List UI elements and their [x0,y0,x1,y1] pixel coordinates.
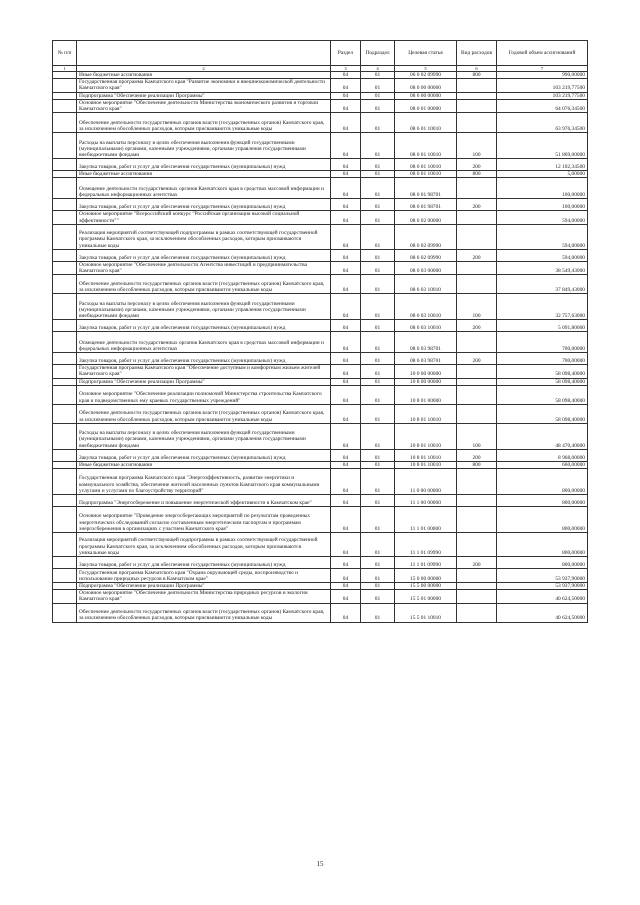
table-row [53,583,588,590]
row-exptype [457,99,497,112]
table-row [53,449,588,461]
row-name: Основное мероприятие "Обеспечение деятельности Агентства инвестиций и предпринимательства Камчатского края" [77,261,331,274]
row-section: 04 [331,385,361,404]
row-exptype: 800 [457,461,497,468]
row-exptype: 200 [457,557,497,569]
row-section: 04 [331,275,361,294]
table-row [53,603,588,622]
row-target: 11 1 01 00000 [395,507,457,533]
row-name: Подпрограмма "Обеспечение реализации Программы" [77,583,331,590]
row-name: Обеспечение деятельности государственных органов власти (государственных органов) Камчатского края, за исключением обособленных расходов, которым присваиваются уникальные коды [77,113,331,133]
row-target: 15 5 01 10010 [395,603,457,622]
row-section: 04 [331,557,361,569]
row-subsection: 01 [361,378,395,385]
row-amount: 40 624,50000 [497,603,588,622]
row-num [53,79,77,92]
row-section: 04 [331,79,361,92]
row-num [53,469,77,495]
row-amount: 800,00000 [497,507,588,533]
row-target: 08 6 02 09990 [395,249,457,261]
row-section: 04 [331,224,361,249]
row-amount: 990,00000 [497,72,588,79]
row-section: 04 [331,590,361,603]
row-target: 08 6 01 98701 [395,178,457,199]
row-subsection: 01 [361,461,395,468]
row-exptype [457,378,497,385]
row-amount: 100,00000 [497,178,588,199]
row-target: 08 6 01 98701 [395,199,457,211]
row-amount: 32 757,63000 [497,294,588,320]
row-name: Иные бюджетные ассигнования [77,72,331,79]
row-section: 04 [331,353,361,365]
row-exptype [457,275,497,294]
row-target: 08 6 01 00000 [395,99,457,112]
row-target: 10 8 01 10010 [395,449,457,461]
row-target: 08 6 01 10010 [395,171,457,178]
row-target: 10 8 01 10010 [395,461,457,468]
table-row [53,320,588,332]
row-name: Освещение деятельности государственных органов Камчатского края в средствах массовой информации и федеральных информационных агентствах [77,332,331,353]
row-target: 08 6 03 10010 [395,294,457,320]
row-target: 08 6 02 09990 [395,224,457,249]
budget-table-sheet [52,40,587,623]
row-subsection: 01 [361,113,395,133]
row-subsection: 01 [361,495,395,507]
row-exptype [457,590,497,603]
row-num [53,211,77,224]
row-amount: 800,00000 [497,533,588,557]
row-num [53,404,77,423]
row-target: 10 8 01 10010 [395,423,457,449]
row-target: 08 0 00 00000 [395,79,457,92]
row-target: 08 6 03 98701 [395,332,457,353]
budget-table [52,40,588,623]
row-section: 04 [331,199,361,211]
row-exptype: 200 [457,320,497,332]
row-name: Расходы на выплаты персоналу в целях обеспечения выполнения функций государственными (муниципальными) органами, казенными учреждениями, органами управления государственными внебюджетными фондами [77,294,331,320]
row-exptype: 200 [457,353,497,365]
row-amount: 800,00000 [497,469,588,495]
row-num [53,99,77,112]
row-num [53,171,77,178]
row-subsection: 01 [361,590,395,603]
header-volume: Годовой объем ассигнований [497,41,588,66]
row-subsection: 01 [361,353,395,365]
table-row [53,423,588,449]
header-subsection: Подраздел [361,41,395,66]
row-amount: 58 098,40000 [497,404,588,423]
table-row [53,92,588,99]
row-target: 15 5 00 00000 [395,583,457,590]
row-subsection: 01 [361,449,395,461]
row-subsection: 01 [361,294,395,320]
row-target: 10 0 00 00000 [395,365,457,378]
row-amount: 594,00000 [497,224,588,249]
row-num [53,261,77,274]
row-subsection: 01 [361,178,395,199]
row-subsection: 01 [361,224,395,249]
row-amount: 64 076,34500 [497,99,588,112]
row-amount: 5 091,80000 [497,320,588,332]
row-num [53,590,77,603]
row-exptype [457,79,497,92]
row-amount: 700,00000 [497,332,588,353]
table-row [53,178,588,199]
row-subsection: 01 [361,404,395,423]
row-name: Иные бюджетные ассигнования [77,171,331,178]
row-exptype [457,495,497,507]
row-subsection: 01 [361,171,395,178]
row-exptype: 800 [457,72,497,79]
row-exptype [457,332,497,353]
row-name: Закупка товаров, работ и услуг для обеспечения государственных (муниципальных) нужд [77,199,331,211]
row-amount: 63 976,34500 [497,113,588,133]
row-target: 11 0 00 00000 [395,469,457,495]
index-cell: 2 [77,66,331,72]
row-subsection: 01 [361,211,395,224]
table-row [53,495,588,507]
row-num [53,365,77,378]
row-subsection: 01 [361,365,395,378]
row-exptype [457,507,497,533]
row-num [53,378,77,385]
row-amount: 58 098,40000 [497,378,588,385]
row-subsection: 01 [361,583,395,590]
row-name: Подпрограмма "Энергосбережение и повышение энергетической эффективности в Камчатском крае" [77,495,331,507]
row-name: Обеспечение деятельности государственных органов власти (государственных органов) Камчатского края, за исключением обособленных расходов, которым присваиваются уникальные коды [77,603,331,622]
row-amount: 53 937,90000 [497,569,588,583]
header-target: Целевая статья [395,41,457,66]
row-num [53,199,77,211]
row-section: 04 [331,171,361,178]
row-name: Освещение деятельности государственных органов Камчатского края в средствах массовой информации и федеральных информационных агентствах [77,178,331,199]
row-name: Основное мероприятие "Обеспечение реализации полномочий Министерства строительства Камчатского края и подведомственных ему краевых государственных учреждений" [77,385,331,404]
row-subsection: 01 [361,533,395,557]
row-target: 06 6 02 09990 [395,72,457,79]
row-subsection: 01 [361,332,395,353]
row-num [53,385,77,404]
row-target: 08 6 00 00000 [395,92,457,99]
row-exptype [457,365,497,378]
row-num [53,495,77,507]
row-subsection: 01 [361,99,395,112]
table-row [53,72,588,79]
header-section: Раздел [331,41,361,66]
row-amount: 594,00000 [497,211,588,224]
row-subsection: 01 [361,199,395,211]
table-row [53,461,588,468]
row-num [53,275,77,294]
row-subsection: 01 [361,275,395,294]
row-name: Реализация мероприятий соответствующей подпрограммы в рамках соответствующей государственной программы Камчатского края, за исключением обособленных расходов, которым присваиваются уникальные коды [77,224,331,249]
table-row [53,99,588,112]
table-row [53,590,588,603]
row-section: 04 [331,603,361,622]
header-name [77,41,331,66]
row-name: Закупка товаров, работ и услуг для обеспечения государственных (муниципальных) нужд [77,449,331,461]
table-row [53,294,588,320]
row-amount: 594,00000 [497,249,588,261]
row-section: 04 [331,294,361,320]
table-row [53,365,588,378]
row-num [53,294,77,320]
row-name: Государственная программа Камчатского края "Энергоэффективность, развитие энергетики и коммунального хозяйства, обеспечение жителей населенных пунктов Камчатского края коммунальными услугами и услугами по благоустройству территорий" [77,469,331,495]
row-subsection: 01 [361,385,395,404]
row-num [53,159,77,171]
table-row [53,353,588,365]
row-section: 04 [331,449,361,461]
row-num [53,461,77,468]
row-num [53,557,77,569]
row-subsection: 01 [361,133,395,159]
row-subsection: 01 [361,423,395,449]
table-row [53,385,588,404]
row-section: 04 [331,332,361,353]
row-exptype [457,224,497,249]
row-section: 04 [331,113,361,133]
row-num [53,320,77,332]
index-cell: 7 [497,66,588,72]
row-subsection: 01 [361,507,395,533]
row-subsection: 01 [361,92,395,99]
row-subsection: 01 [361,261,395,274]
table-row [53,557,588,569]
row-name: Закупка товаров, работ и услуг для обеспечения государственных (муниципальных) нужд [77,159,331,171]
table-row [53,507,588,533]
row-section: 04 [331,249,361,261]
table-row [53,404,588,423]
index-cell: 6 [457,66,497,72]
row-num [53,569,77,583]
row-name: Основное мероприятие "Всероссийский конкурс "Российская организация высокой социальной эффективности"" [77,211,331,224]
row-amount: 103 219,77500 [497,92,588,99]
row-name: Расходы на выплаты персоналу в целях обеспечения выполнения функций государственными (муниципальными) органами, казенными учреждениями, органами управления государственными внебюджетными фондами [77,423,331,449]
row-name: Закупка товаров, работ и услуг для обеспечения государственных (муниципальных) нужд [77,353,331,365]
row-amount: 5,00000 [497,171,588,178]
row-amount: 700,00000 [497,353,588,365]
row-amount: 103 219,77500 [497,79,588,92]
table-row [53,261,588,274]
row-num [53,603,77,622]
row-subsection: 01 [361,569,395,583]
row-name: Основное мероприятие "Обеспечение деятельности Министерства экономического развития и торговли Камчатского края" [77,99,331,112]
row-amount: 38 549,43000 [497,261,588,274]
row-amount: 58 098,40000 [497,365,588,378]
row-amount: 37 849,43000 [497,275,588,294]
table-body [53,72,588,623]
index-cell: 4 [361,66,395,72]
row-target: 08 6 01 10010 [395,113,457,133]
row-amount: 51 869,00000 [497,133,588,159]
row-target: 15 5 01 00000 [395,590,457,603]
table-row [53,171,588,178]
row-section: 04 [331,569,361,583]
row-num [53,353,77,365]
table-row [53,275,588,294]
table-row [53,378,588,385]
header-row [53,41,588,66]
row-target: 08 6 03 10010 [395,320,457,332]
row-section: 04 [331,583,361,590]
page-number: 15 [316,860,324,868]
row-target: 10 8 01 10010 [395,404,457,423]
table-row [53,533,588,557]
row-subsection: 01 [361,79,395,92]
row-exptype [457,113,497,133]
row-target: 11 1 01 09990 [395,533,457,557]
row-amount: 8 968,00000 [497,449,588,461]
row-section: 04 [331,495,361,507]
row-exptype: 100 [457,423,497,449]
row-target: 11 1 01 09990 [395,557,457,569]
table-row [53,133,588,159]
row-exptype: 200 [457,449,497,461]
row-amount: 48 470,40000 [497,423,588,449]
row-exptype [457,603,497,622]
row-section: 04 [331,423,361,449]
row-num [53,332,77,353]
row-target: 08 6 03 98701 [395,353,457,365]
row-section: 04 [331,461,361,468]
row-num [53,533,77,557]
row-num [53,507,77,533]
row-section: 04 [331,178,361,199]
row-exptype: 200 [457,159,497,171]
row-num [53,133,77,159]
row-amount: 660,00000 [497,461,588,468]
row-name: Иные бюджетные ассигнования [77,461,331,468]
header-num: № п/п [53,41,77,66]
row-num [53,72,77,79]
row-subsection: 01 [361,320,395,332]
row-name: Основное мероприятие "Проведение энергосберегающих мероприятий по результатам проведенных энергетических обследований согласно составленным энергетическим паспортам и программам энергосбережения в организациях с участием Камчатского края" [77,507,331,533]
row-target: 08 6 03 00000 [395,261,457,274]
table-row [53,199,588,211]
row-section: 04 [331,159,361,171]
row-target: 08 6 01 10010 [395,159,457,171]
row-amount: 40 624,50000 [497,590,588,603]
row-name: Обеспечение деятельности государственных органов власти (государственных органов) Камчатского края, за исключением обособленных расходов, которым присваиваются уникальные коды [77,275,331,294]
index-cell: 5 [395,66,457,72]
row-section: 04 [331,404,361,423]
row-name: Подпрограмма "Обеспечение реализации Программы" [77,92,331,99]
row-exptype: 200 [457,199,497,211]
row-exptype [457,178,497,199]
row-name: Обеспечение деятельности государственных органов власти (государственных органов) Камчатского края, за исключением обособленных расходов, которым присваиваются уникальные коды [77,404,331,423]
row-amount: 58 098,40000 [497,385,588,404]
row-subsection: 01 [361,72,395,79]
index-cell: 1 [53,66,77,72]
row-name: Подпрограмма "Обеспечение реализации Программы" [77,378,331,385]
row-exptype [457,469,497,495]
table-row [53,469,588,495]
row-name: Закупка товаров, работ и услуг для обеспечения государственных (муниципальных) нужд [77,249,331,261]
row-exptype [457,92,497,99]
row-subsection: 01 [361,603,395,622]
table-row [53,79,588,92]
row-num [53,224,77,249]
row-target: 10 8 00 00000 [395,378,457,385]
row-exptype [457,385,497,404]
row-name: Государственная программа Камчатского края "Охрана окружающей среды, воспроизводство и использование природных ресурсов в Камчатском крае" [77,569,331,583]
row-section: 04 [331,92,361,99]
row-exptype [457,404,497,423]
header-exptype: Вид расходов [457,41,497,66]
row-amount: 800,00000 [497,495,588,507]
row-section: 04 [331,261,361,274]
row-target: 15 0 00 00000 [395,569,457,583]
row-exptype: 200 [457,249,497,261]
row-num [53,113,77,133]
row-exptype [457,569,497,583]
table-row [53,113,588,133]
row-target: 08 6 02 00000 [395,211,457,224]
row-subsection: 01 [361,557,395,569]
row-name: Государственная программа Камчатского края "Развитие экономики и внешнеэкономической деятельности Камчатского края" [77,79,331,92]
row-exptype [457,211,497,224]
row-num [53,583,77,590]
row-exptype [457,261,497,274]
table-row [53,569,588,583]
row-section: 04 [331,507,361,533]
row-section: 04 [331,320,361,332]
row-num [53,423,77,449]
row-exptype [457,583,497,590]
row-target: 11 1 00 00000 [395,495,457,507]
row-section: 04 [331,133,361,159]
table-row [53,211,588,224]
row-amount: 800,00000 [497,557,588,569]
row-section: 04 [331,533,361,557]
row-section: 04 [331,99,361,112]
row-section: 04 [331,365,361,378]
row-name: Основное мероприятие "Обеспечение деятельности Министерства природных ресурсов и экологии Камчатского края" [77,590,331,603]
row-target: 08 6 03 10010 [395,275,457,294]
row-section: 04 [331,378,361,385]
row-subsection: 01 [361,469,395,495]
row-exptype: 100 [457,294,497,320]
row-exptype: 100 [457,133,497,159]
index-cell: 3 [331,66,361,72]
row-exptype [457,533,497,557]
row-target: 10 8 01 00000 [395,385,457,404]
row-amount: 53 937,90000 [497,583,588,590]
table-row [53,249,588,261]
row-num [53,92,77,99]
row-name: Реализация мероприятий соответствующей подпрограммы в рамках соответствующей государственной программы Камчатского края, за исключением обособленных расходов, которым присваиваются уникальные коды [77,533,331,557]
table-row [53,159,588,171]
row-name: Закупка товаров, работ и услуг для обеспечения государственных (муниципальных) нужд [77,557,331,569]
row-name: Государственная программа Камчатского края "Обеспечение доступным и комфортным жильем жителей Камчатского края" [77,365,331,378]
row-num [53,449,77,461]
row-amount: 12 102,34500 [497,159,588,171]
table-row [53,224,588,249]
row-name: Расходы на выплаты персоналу в целях обеспечения выполнения функций государственными (муниципальными) органами, казенными учреждениями, органами управления государственными внебюджетными фондами [77,133,331,159]
row-section: 04 [331,72,361,79]
row-amount: 100,00000 [497,199,588,211]
row-subsection: 01 [361,249,395,261]
row-num [53,178,77,199]
row-num [53,249,77,261]
row-subsection: 01 [361,159,395,171]
table-row [53,332,588,353]
row-target: 08 6 01 10010 [395,133,457,159]
row-section: 04 [331,211,361,224]
row-section: 04 [331,469,361,495]
row-exptype: 800 [457,171,497,178]
row-name: Закупка товаров, работ и услуг для обеспечения государственных (муниципальных) нужд [77,320,331,332]
